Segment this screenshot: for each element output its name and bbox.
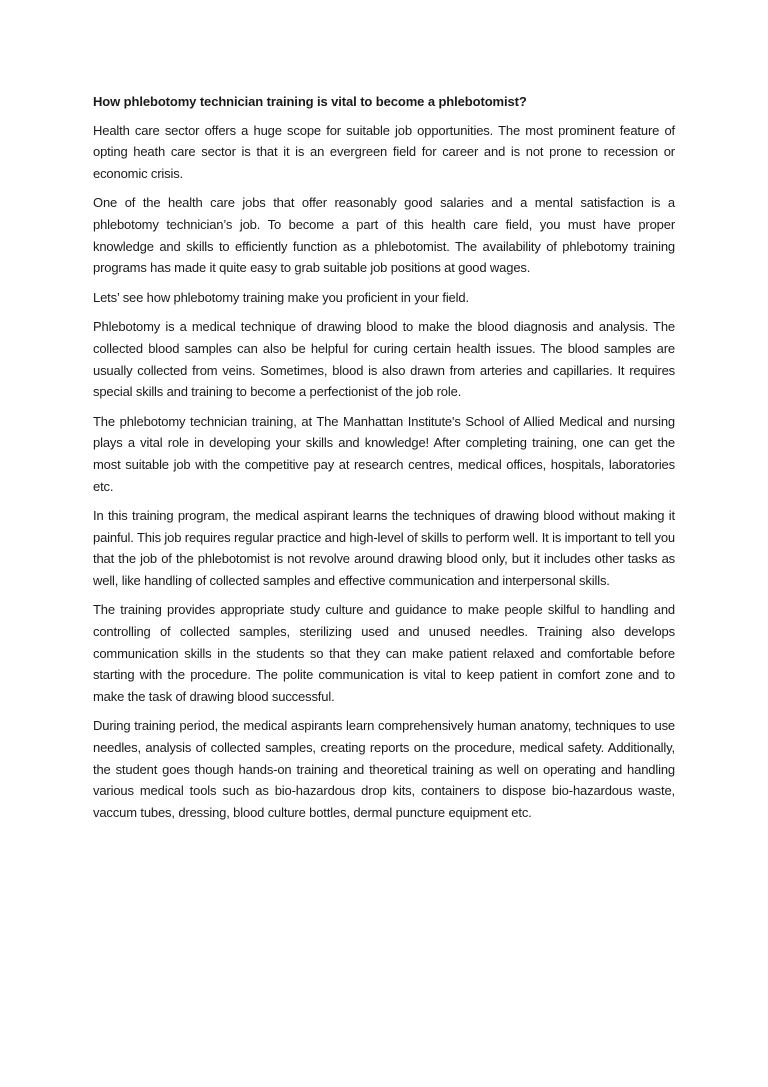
paragraph-intro: Health care sector offers a huge scope for suitable job opportunities. The most prominent feature of opting heath care sector is that it is an evergreen field for career and is not prone to recession or economic crisis. <box>93 122 675 181</box>
paragraph-training-period: During training period, the medical aspirants learn comprehensively human anatomy, techniques to use needles, analysis of collected samples, creating reports on the procedure, medical safety. Additionally, the student goes though hands-on training and theoretical training as well on operating and handling various medical tools such as bio-hazardous drop kits, containers to dispose bio-hazardous waste, vaccum tubes, dressing, blood culture bottles, dermal puncture equipment etc. <box>93 718 675 820</box>
paragraph-training-program: In this training program, the medical aspirant learns the techniques of drawing blood without making it painful. This job requires regular practice and high-level of skills to perform well. It is important to tell you that the job of the phlebotomist is not revolve around drawing blood only, but it includes other tasks as well, like handling of collected samples and effective communication and interpersonal skills. <box>93 508 675 588</box>
paragraph-salaries: One of the health care jobs that offer reasonably good salaries and a mental satisfaction is a phlebotomy technician’s job. To become a part of this health care field, you must have proper knowledge and skills to efficiently function as a phlebotomist. The availability of phlebotomy training programs has made it quite easy to grab suitable job positions at good wages. <box>93 195 675 276</box>
paragraph-definition: Phlebotomy is a medical technique of drawing blood to make the blood diagnosis and analysis. The collected blood samples can also be helpful for curing certain health issues. The blood samples are usually collected from veins. Sometimes, blood is also drawn from arteries and capillaries. It requires special skills and training to become a perfectionist of the job role. <box>93 319 675 400</box>
paragraph-lets-see: Lets’ see how phlebotomy training make you proficient in your field. <box>93 289 469 305</box>
paragraph-manhattan-institute: The phlebotomy technician training, at The Manhattan Institute's School of Allied Medical and nursing plays a vital role in developing your skills and knowledge! After completing training, one can get the most suitable job with the competitive pay at research centres, medical offices, hospitals, laboratories etc. <box>93 413 675 494</box>
document-page <box>93 91 675 831</box>
document-title: How phlebotomy technician training is vital to become a phlebotomist? <box>93 94 527 109</box>
paragraph-study-culture: The training provides appropriate study culture and guidance to make people skilful to handling and controlling of collected samples, sterilizing used and unused needles. Training also develops communication skills in the students so that they can make patient relaxed and comfortable before starting with the procedure. The polite communication is vital to keep patient in comfort zone and to make the task of drawing blood successful. <box>93 602 675 704</box>
